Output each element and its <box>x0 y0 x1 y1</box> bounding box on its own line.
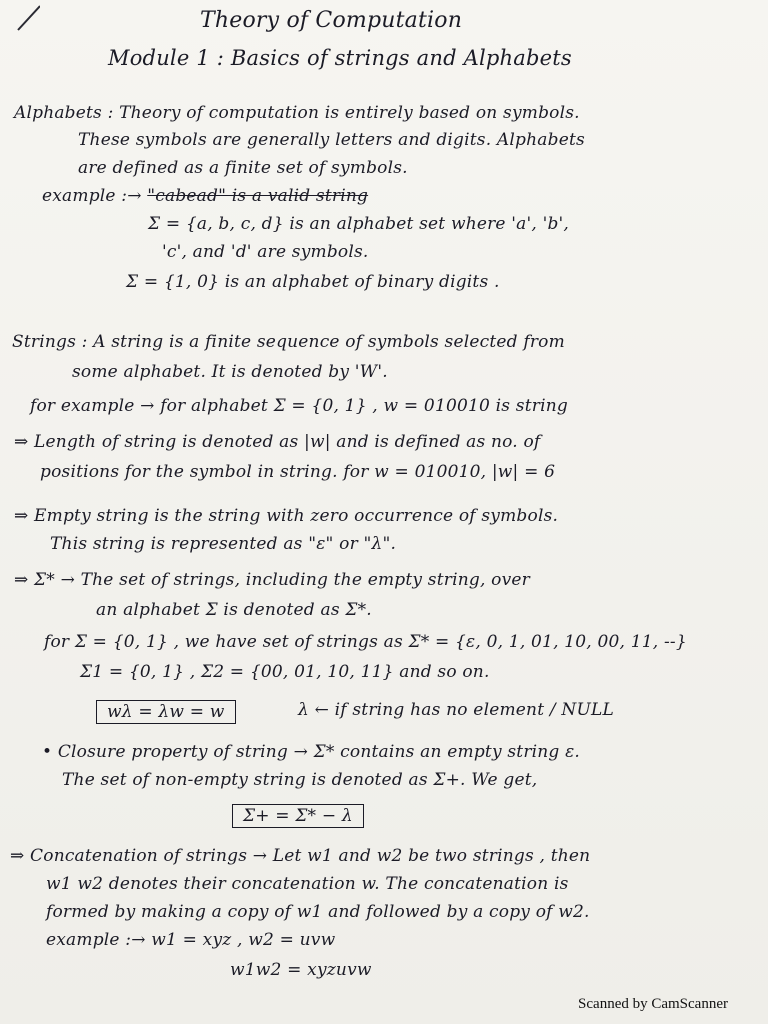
example-label: example :→ <box>42 186 148 206</box>
concat-line-2: w1 w2 denotes their concatenation w. The concatenation is <box>46 874 569 894</box>
page-subtitle: Module 1 : Basics of strings and Alphabets <box>108 46 572 70</box>
alphabets-line-7: Σ = {1, 0} is an alphabet of binary digits . <box>126 272 500 292</box>
scanner-watermark: Scanned by CamScanner <box>578 996 728 1012</box>
kleene-plus-box: Σ+ = Σ* − λ <box>232 804 364 828</box>
concat-line-3: formed by making a copy of w1 and followed by a copy of w2. <box>46 902 590 922</box>
alphabets-line-5: Σ = {a, b, c, d} is an alphabet set where 'a', 'b', <box>148 214 570 234</box>
alphabets-line-1: Alphabets : Theory of computation is entirely based on symbols. <box>14 103 580 123</box>
alphabets-example-line <box>42 186 368 206</box>
strings-line-7: This string is represented as "ε" or "λ". <box>50 534 397 554</box>
concat-line-4: example :→ w1 = xyz , w2 = uvw <box>46 930 336 950</box>
concat-line-5: w1w2 = xyzuvw <box>230 960 372 980</box>
strings-line-12: • Closure property of string → Σ* contains an empty string ε. <box>42 742 581 762</box>
empty-string-note: λ ← if string has no element / NULL <box>298 700 614 720</box>
alphabets-line-3: are defined as a finite set of symbols. <box>78 158 408 178</box>
strings-line-9: an alphabet Σ is denoted as Σ*. <box>96 600 372 620</box>
strings-line-1: Strings : A string is a finite sequence of symbols selected from <box>12 332 565 352</box>
strings-line-10: for Σ = {0, 1} , we have set of strings as Σ* = {ε, 0, 1, 01, 10, 00, 11, --} <box>44 632 687 652</box>
struck-example: "cabead" is a valid string <box>147 186 369 206</box>
page-title: Theory of Computation <box>200 8 463 33</box>
strings-line-2: some alphabet. It is denoted by 'W'. <box>72 362 388 382</box>
alphabets-line-2: These symbols are generally letters and digits. Alphabets <box>78 130 585 150</box>
strings-line-11: Σ1 = {0, 1} , Σ2 = {00, 01, 10, 11} and so on. <box>80 662 490 682</box>
strings-line-6: ⇒ Empty string is the string with zero occurrence of symbols. <box>14 506 559 526</box>
empty-string-identity-box: wλ = λw = w <box>96 700 236 724</box>
strings-line-8: ⇒ Σ* → The set of strings, including the empty string, over <box>14 570 530 590</box>
alphabets-line-6: 'c', and 'd' are symbols. <box>162 242 369 262</box>
strings-line-13: The set of non-empty string is denoted as Σ+. We get, <box>62 770 538 790</box>
strings-line-5: positions for the symbol in string. for w = 010010, |w| = 6 <box>40 462 556 482</box>
concat-line-1: ⇒ Concatenation of strings → Let w1 and w2 be two strings , then <box>10 846 591 866</box>
strings-line-4: ⇒ Length of string is denoted as |w| and is defined as no. of <box>14 432 541 452</box>
corner-stroke <box>0 0 40 40</box>
strings-line-3: for example → for alphabet Σ = {0, 1} , w = 010010 is string <box>30 396 568 416</box>
